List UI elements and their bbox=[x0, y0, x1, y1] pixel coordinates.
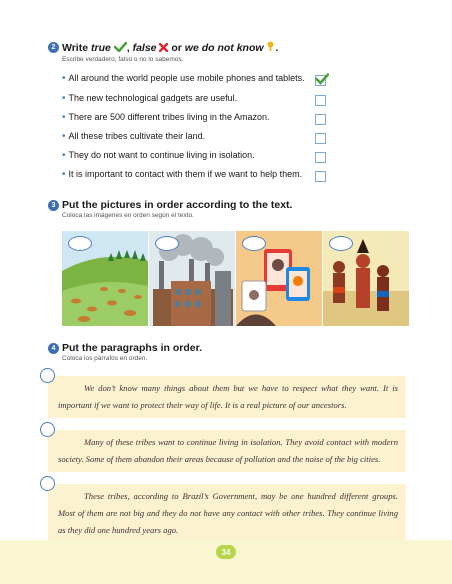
picture-people-with-phones[interactable] bbox=[236, 231, 322, 326]
order-circle-2[interactable] bbox=[40, 422, 55, 437]
paragraph-2-text: Many of these tribes want to continue living in isolation. They avoid contact with modern society. Some of them abandon their areas because of pollution and the noise of the big cities. bbox=[58, 437, 398, 464]
check-icon bbox=[315, 73, 329, 85]
picture-tribe-people[interactable] bbox=[323, 231, 409, 326]
statement-1: • All around the world people use mobile phones and tablets. bbox=[62, 73, 305, 84]
paragraph-3-text: These tribes, according to Brazil’s Government, may be one hundred different groups. Most of them are not big and they do not have any contact with other tribes. They continue living as they did one hundred years ago. bbox=[58, 491, 398, 535]
section-2-title bbox=[62, 41, 278, 54]
order-circle-3[interactable] bbox=[40, 476, 55, 491]
picture-deforested-hill[interactable] bbox=[62, 231, 148, 326]
title-unknown: we do not know bbox=[184, 42, 264, 54]
statement-4: • All these tribes cultivate their land. bbox=[62, 131, 206, 142]
statement-3: • There are 500 different tribes living in the Amazon. bbox=[62, 112, 270, 123]
order-bubble-4[interactable] bbox=[329, 236, 353, 251]
paragraph-3 bbox=[48, 484, 406, 543]
title-text: Write bbox=[62, 42, 91, 54]
title-true: true bbox=[90, 42, 111, 54]
check-icon bbox=[114, 42, 127, 52]
title-false: false bbox=[132, 42, 157, 54]
title-or: or bbox=[168, 42, 185, 54]
answer-checkbox-4[interactable] bbox=[315, 133, 326, 144]
paragraph-2 bbox=[48, 430, 406, 472]
order-bubble-1[interactable] bbox=[68, 236, 92, 251]
statement-5: • They do not want to continue living in isolation. bbox=[62, 150, 255, 161]
answer-checkbox-3[interactable] bbox=[315, 114, 326, 125]
section-3-number: 3 bbox=[48, 200, 59, 211]
answer-checkbox-6[interactable] bbox=[315, 171, 326, 182]
statement-2: • The new technological gadgets are useful. bbox=[62, 93, 238, 104]
order-bubble-3[interactable] bbox=[242, 236, 266, 251]
picture-factory-pollution[interactable] bbox=[149, 231, 235, 326]
section-3-title: Put the pictures in order according to the text. bbox=[62, 199, 293, 211]
statement-6: • It is important to contact with them if we want to help them. bbox=[62, 169, 303, 180]
answer-checkbox-2[interactable] bbox=[315, 95, 326, 106]
section-4-title: Put the paragraphs in order. bbox=[62, 342, 203, 354]
order-bubble-2[interactable] bbox=[155, 236, 179, 251]
section-3-subtitle: Coloca las imágenes en orden según el texto. bbox=[62, 212, 194, 219]
page-number: 34 bbox=[216, 545, 236, 559]
answer-checkbox-1[interactable] bbox=[315, 75, 326, 86]
order-circle-1[interactable] bbox=[40, 368, 55, 383]
section-2-subtitle: Escribe verdadero, falso o no lo sabemos. bbox=[62, 56, 184, 63]
paragraph-1-text: We don’t know many things about them but we have to respect what they want. It is important if we want to protect their way of life. It is a real picture of our ancestors. bbox=[58, 383, 398, 410]
section-4-subtitle: Coloca los párrafos en orden. bbox=[62, 355, 148, 362]
paragraph-1 bbox=[48, 376, 406, 418]
title-sep: , bbox=[126, 42, 133, 54]
section-2-number: 2 bbox=[48, 42, 59, 53]
answer-checkbox-5[interactable] bbox=[315, 152, 326, 163]
title-dot: . bbox=[275, 42, 279, 54]
section-4-number: 4 bbox=[48, 343, 59, 354]
